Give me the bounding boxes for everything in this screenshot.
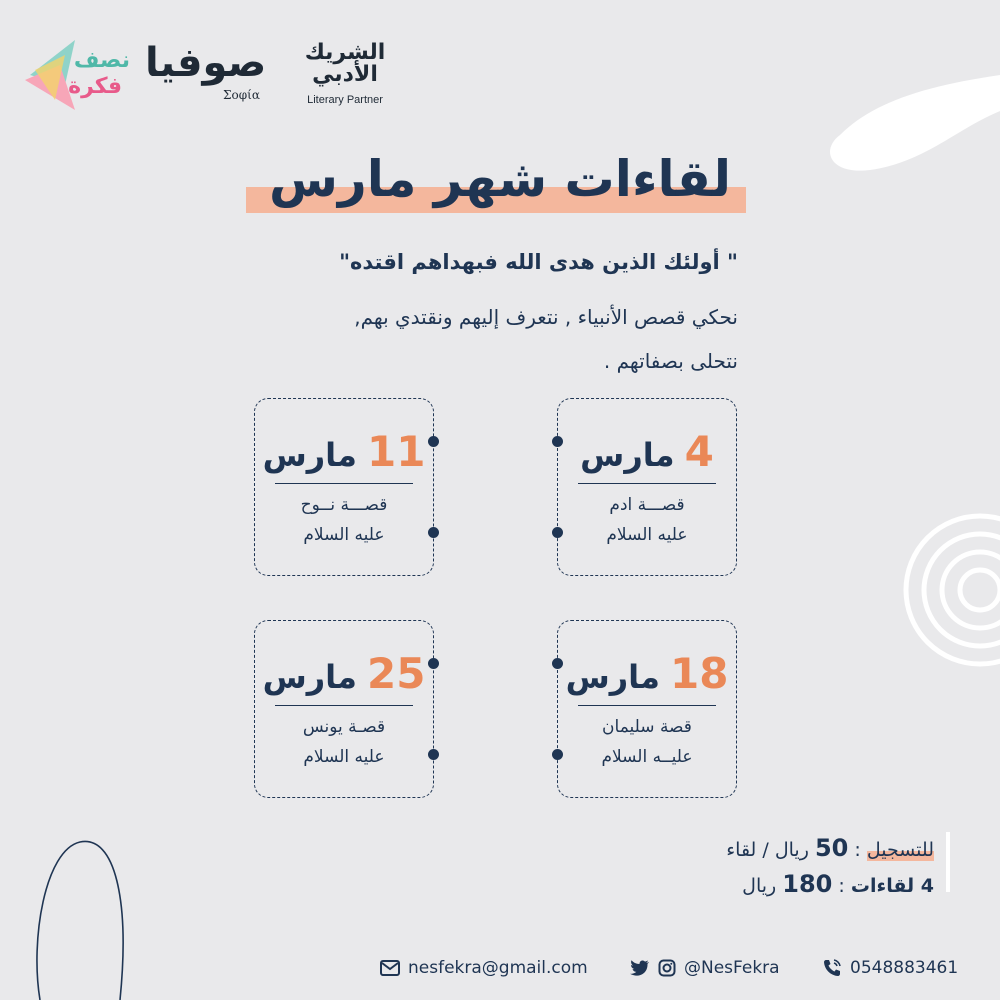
session-card bbox=[254, 620, 434, 798]
quote-text: " أولئك الذين هدى الله فبهداهم اقتده" bbox=[339, 250, 738, 274]
session-card bbox=[557, 398, 737, 576]
sofia-logo bbox=[145, 40, 275, 120]
bullet-dot bbox=[552, 658, 563, 669]
partner-english: Literary Partner bbox=[307, 94, 383, 106]
description bbox=[138, 295, 738, 383]
bullet-dot bbox=[552, 436, 563, 447]
session-blessing: عليه السلام bbox=[303, 747, 385, 767]
session-day: 11 bbox=[366, 427, 426, 476]
divider bbox=[275, 483, 413, 484]
bundle-price: 180 bbox=[782, 870, 833, 898]
twitter-icon bbox=[630, 959, 650, 977]
session-day: 18 bbox=[669, 649, 729, 698]
session-card bbox=[557, 620, 737, 798]
session-blessing: عليــه السلام bbox=[601, 747, 693, 767]
session-day: 4 bbox=[684, 427, 714, 476]
nesf-word: نصف bbox=[73, 48, 130, 73]
session-date bbox=[558, 649, 736, 698]
sofia-arabic: صوفيا bbox=[145, 40, 267, 86]
per-session-unit: ريال / لقاء bbox=[726, 839, 809, 861]
bundle-unit: ريال bbox=[742, 875, 777, 897]
nesf-fekra-logo bbox=[20, 30, 130, 120]
bullet-dot bbox=[552, 749, 563, 760]
logo-bar bbox=[20, 30, 400, 130]
divider bbox=[578, 705, 716, 706]
description-line: نتحلى بصفاتهم . bbox=[603, 349, 738, 373]
session-story: قصـة يونس bbox=[302, 717, 386, 737]
session-date bbox=[255, 427, 433, 476]
description-line: نحكي قصص الأنبياء , نتعرف إليهم ونقتدي بهم, bbox=[354, 305, 738, 329]
bullet-dot bbox=[428, 658, 439, 669]
session-blessing: عليه السلام bbox=[606, 525, 688, 545]
pricing-bundle: 4 لقاءات : 180 ريال bbox=[742, 870, 934, 898]
session-story: قصـــة نــوح bbox=[300, 495, 388, 515]
decorative-spiral bbox=[880, 500, 1000, 680]
pricing-per-session: للتسجيل : 50 ريال / لقاء bbox=[726, 834, 934, 862]
instagram-icon bbox=[658, 959, 676, 977]
page-title: لقاءات شهر مارس bbox=[268, 150, 732, 208]
session-story: قصة سليمان bbox=[602, 717, 692, 737]
fekra-word: فكرة bbox=[68, 74, 122, 99]
phone-icon bbox=[822, 958, 842, 978]
session-month: مارس bbox=[262, 436, 357, 474]
social-handle: @NesFekra bbox=[684, 958, 780, 978]
pricing-block bbox=[590, 830, 950, 900]
email-contact[interactable] bbox=[380, 958, 588, 978]
bullet-dot bbox=[428, 527, 439, 538]
session-date bbox=[558, 427, 736, 476]
divider bbox=[275, 705, 413, 706]
session-month: مارس bbox=[580, 436, 675, 474]
session-blessing: عليه السلام bbox=[303, 525, 385, 545]
social-contact[interactable] bbox=[630, 958, 780, 978]
bullet-dot bbox=[428, 749, 439, 760]
partner-arabic-line2: الأدبي bbox=[312, 62, 378, 87]
session-card bbox=[254, 398, 434, 576]
session-month: مارس bbox=[262, 658, 357, 696]
mail-icon bbox=[380, 960, 400, 976]
session-day: 25 bbox=[366, 649, 426, 698]
bullet-dot bbox=[428, 436, 439, 447]
partner-arabic-line1: الشريك bbox=[304, 40, 386, 65]
register-label: للتسجيل bbox=[866, 839, 934, 861]
sofia-greek: Σοφία bbox=[223, 88, 260, 102]
session-month: مارس bbox=[565, 658, 660, 696]
session-date bbox=[255, 649, 433, 698]
title-block bbox=[0, 150, 1000, 220]
phone-number: 0548883461 bbox=[850, 958, 959, 978]
bundle-label: 4 لقاءات bbox=[850, 875, 934, 897]
email-text: nesfekra@gmail.com bbox=[408, 958, 588, 978]
pricing-accent-bar bbox=[946, 832, 950, 892]
bullet-dot bbox=[552, 527, 563, 538]
literary-partner-logo bbox=[290, 42, 400, 122]
phone-contact[interactable] bbox=[822, 958, 958, 978]
divider bbox=[578, 483, 716, 484]
contact-footer bbox=[0, 958, 1000, 988]
session-story: قصـــة ادم bbox=[609, 495, 685, 515]
per-session-price: 50 bbox=[814, 834, 849, 862]
